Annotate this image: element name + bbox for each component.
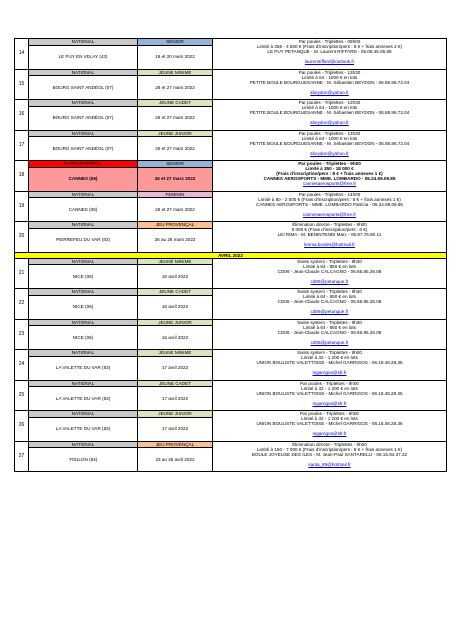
contact-email-link[interactable]: sbeydon@yahoo.fr <box>310 120 349 126</box>
detail-line: Par poules - Triplettes - 14h00 <box>298 191 361 197</box>
event-category: JEUNE MINIME <box>138 69 213 76</box>
event-details <box>213 161 447 192</box>
event-details <box>213 289 447 320</box>
event-category: JEUNE JUNIOR <box>138 411 213 418</box>
detail-line: BOULE JOYEUSE DES ILES - M. Jean-Paul SANTARELLI - 06.15.94.37.22 <box>251 451 408 457</box>
detail-line: Limité à 64 - 850 € en lots <box>303 294 356 300</box>
detail-line: Limité à 64 - 850 € en lots <box>303 324 356 330</box>
event-number: 15 <box>15 69 29 100</box>
event-details <box>213 350 447 381</box>
event-level: NATIONAL <box>29 258 138 265</box>
detail-line: Par poules - Triplettes - 13h30 <box>298 100 361 105</box>
detail-line: Limité à 64 - 1000 € en lots <box>301 74 358 80</box>
event-header-row <box>15 39 447 46</box>
contact-email-link[interactable]: cd06@petanque.fr <box>310 278 349 284</box>
detail-line: Limité à 64 - 850 € en lots <box>303 263 356 269</box>
detail-line: CANNES AEROSPORTS - MME. LOMBARDO - 06.24.69.09.85 <box>263 176 396 182</box>
event-category: JEU PROVENÇAL <box>138 222 213 229</box>
detail-line: Limité à 150 - 7 000 € (Frais d'inscription/pers : 8 € + frais annexes 1 €) <box>256 446 402 452</box>
event-category: SENIOR <box>138 161 213 168</box>
events-table-body <box>15 39 447 472</box>
contact-email-link[interactable]: sbeydon@yahoo.fr <box>310 150 349 156</box>
event-category: JEUNE JUNIOR <box>138 130 213 137</box>
event-details <box>213 100 447 131</box>
detail-line: CD06 - Jean-Claude CALCAGNO - 06.66.85.26.08 <box>277 329 382 335</box>
event-location: NICE (06) <box>29 326 138 350</box>
contact-email-link[interactable]: cannesaerosports@free.fr <box>302 211 357 217</box>
detail-line: (Frais d'inscription/pers : 8 € + frais annexes 1 €) <box>276 171 383 177</box>
contact-email-link[interactable]: mgarrigos@sfr.fr <box>312 431 347 437</box>
event-dates: 17 avril 2022 <box>138 417 213 441</box>
event-header-row <box>15 161 447 168</box>
event-category: SENIOR <box>138 39 213 46</box>
event-level: NATIONAL <box>29 39 138 46</box>
event-location: TOULON (83) <box>29 448 138 472</box>
detail-line: LEI RIMA - M. BENINTENDI Marc - 06.87.76.80.11 <box>277 232 382 238</box>
event-location: LA VALETTE DU VAR (83) <box>29 387 138 411</box>
event-location: NICE (06) <box>29 295 138 319</box>
contact-email-link[interactable]: santa_89@hotmail.fr <box>308 461 351 467</box>
event-level: NATIONAL <box>29 350 138 357</box>
detail-line: Swiss system - Triplettes - 9h30 <box>297 319 362 325</box>
event-location: LA VALETTE DU VAR (83) <box>29 356 138 380</box>
detail-line: Swiss system - Triplettes - 9h30 <box>297 289 362 294</box>
event-number: 17 <box>15 130 29 161</box>
detail-line: 8 000 € (Frais d'inscription/pers : 6 €) <box>291 227 368 233</box>
event-dates: 19 et 20 mars 2022 <box>138 45 213 69</box>
event-details <box>213 222 447 253</box>
event-category: JEUNE MINIME <box>138 258 213 265</box>
event-details <box>213 380 447 411</box>
event-number: 25 <box>15 380 29 411</box>
event-details <box>213 319 447 350</box>
event-dates: 23 au 25 avril 2022 <box>138 448 213 472</box>
event-header-row <box>15 441 447 448</box>
detail-line: Swiss system - Triplettes - 9h30 <box>297 258 362 264</box>
event-dates: 16 avril 2022 <box>138 295 213 319</box>
event-level: NATIONAL <box>29 69 138 76</box>
detail-line: CANNES AEROSPORTS - MME. LOMBARDO Patricia - 06.24.69.09.85 <box>256 201 403 207</box>
event-number: 16 <box>15 100 29 131</box>
detail-line: Limité à 350 - 18 000 € <box>305 166 354 172</box>
event-header-row <box>15 191 447 198</box>
event-header-row <box>15 69 447 76</box>
event-level: NATIONAL <box>29 100 138 107</box>
detail-line: UNION BOULISTE VALETTOISE - Michel GARRIGOS - 06.18.48.28.36 <box>256 421 403 427</box>
detail-line: Limité à 64 - 1000 € en lots <box>301 135 358 141</box>
event-location: BOURG SAINT ANDÉOL (07) <box>29 76 138 100</box>
event-details <box>213 69 447 100</box>
event-dates: 16 avril 2022 <box>138 326 213 350</box>
event-number: 20 <box>15 222 29 253</box>
event-header-row <box>15 222 447 229</box>
event-location: NICE (06) <box>29 265 138 289</box>
event-dates: 26 et 27 mars 2022 <box>138 76 213 100</box>
detail-line: Swiss system - Triplettes - 9h00 <box>297 350 362 355</box>
detail-line: UNION BOULISTE VALETTOISE - Michel GARRIGOS - 06.18.48.28.36 <box>256 360 403 366</box>
detail-line: Limité à 80 - 2 500 € (Frais d'inscription/pers : 5 € + frais annexes 1 €) <box>258 196 401 202</box>
event-number: 23 <box>15 319 29 350</box>
contact-email-link[interactable]: mgarrigos@sfr.fr <box>312 370 347 376</box>
event-header-row <box>15 130 447 137</box>
event-level: NATIONAL <box>29 289 138 296</box>
event-location: CANNES (06) <box>29 167 138 191</box>
detail-line: Par poules - Triplettes - 9h00 <box>300 411 359 416</box>
contact-email-link[interactable]: cannesaerosports@free.fr <box>302 181 357 187</box>
event-category: JEU PROVENÇAL <box>138 441 213 448</box>
detail-line: PETITE BOULE BOURGUESANNE - M. Sébastien BEYDON - 06.88.86.72.04 <box>249 79 410 85</box>
detail-line: Par poules - Triplettes - 9h00 <box>300 380 359 386</box>
event-number: 14 <box>15 39 29 70</box>
detail-line: Élimination directe - Triplettes - 9h00 <box>292 441 367 447</box>
events-table <box>14 38 447 472</box>
event-dates: 16 avril 2022 <box>138 265 213 289</box>
event-location: LE PUY EN VELAY (43) <box>29 45 138 69</box>
event-dates: 17 avril 2022 <box>138 356 213 380</box>
event-number: 21 <box>15 258 29 289</box>
event-number: 26 <box>15 411 29 442</box>
event-category: JEUNE MINIME <box>138 350 213 357</box>
event-location: BOURG SAINT ANDÉOL (07) <box>29 137 138 161</box>
event-details <box>213 441 447 472</box>
event-level: NATIONAL <box>29 380 138 387</box>
contact-email-link[interactable]: sbeydon@yahoo.fr <box>310 89 349 95</box>
event-header-row <box>15 319 447 326</box>
event-level: NATIONAL <box>29 319 138 326</box>
event-header-row <box>15 411 447 418</box>
event-category: JEUNE CADET <box>138 100 213 107</box>
event-dates: 17 avril 2022 <box>138 387 213 411</box>
detail-line: PETITE BOULE BOURGUESANNE - M. Sébastien BEYDON - 06.88.86.72.04 <box>249 140 410 146</box>
contact-email-link[interactable]: cd06@petanque.fr <box>310 309 349 315</box>
contact-email-link[interactable]: lerima.boules@hotmail.fr <box>304 242 355 248</box>
detail-line: LE PUY PETANQUE - M. Laurent RIFFARD - 06.08.45.65.68 <box>267 49 392 55</box>
event-dates: 26 et 27 mars 2022 <box>138 137 213 161</box>
event-category: JEUNE CADET <box>138 289 213 296</box>
month-label: AVRIL 2022 <box>15 252 447 258</box>
event-level: NATIONAL <box>29 191 138 198</box>
detail-line: CD06 - Jean-Claude CALCAGNO - 06.66.85.26.08 <box>277 299 382 305</box>
event-category: JEUNE CADET <box>138 380 213 387</box>
event-level: NATIONAL <box>29 411 138 418</box>
detail-line: Par poules - Triplettes - 13h30 <box>298 69 361 75</box>
contact-email-link[interactable]: cd06@petanque.fr <box>310 339 349 345</box>
event-header-row <box>15 258 447 265</box>
event-location: BOURG SAINT ANDÉOL (07) <box>29 106 138 130</box>
event-dates: 26 et 27 mars 2022 <box>138 167 213 191</box>
detail-line: Par poules - Triplettes - 09h00 <box>298 39 361 44</box>
detail-line: Limité à 32 - 1 200 € en lots <box>301 416 358 422</box>
event-number: 18 <box>15 161 29 192</box>
detail-line: PETITE BOULE BOURGUESANNE - M. Sébastien BEYDON - 06.88.86.72.04 <box>249 110 410 116</box>
detail-line: Par poules - Triplettes - 9h00 <box>298 161 361 166</box>
event-details <box>213 258 447 289</box>
event-number: 19 <box>15 191 29 222</box>
detail-line: Limité à 64 - 1000 € en lots <box>301 105 358 111</box>
event-header-row <box>15 350 447 357</box>
event-level: SUPRANATIONAL <box>29 161 138 168</box>
event-header-row <box>15 380 447 387</box>
event-header-row <box>15 100 447 107</box>
event-dates: 26 et 27 mars 2022 <box>138 106 213 130</box>
event-location: LA VALETTE DU VAR (83) <box>29 417 138 441</box>
event-details <box>213 411 447 442</box>
event-category: FEMININ <box>138 191 213 198</box>
detail-line: Élimination directe - Triplettes - 9h00 <box>292 222 367 227</box>
event-details <box>213 39 447 70</box>
event-number: 27 <box>15 441 29 472</box>
event-category: JEUNE JUNIOR <box>138 319 213 326</box>
event-details <box>213 130 447 161</box>
event-level: NATIONAL <box>29 441 138 448</box>
event-location: CANNES (06) <box>29 198 138 222</box>
event-number: 24 <box>15 350 29 381</box>
detail-line: CD06 - Jean-Claude CALCAGNO - 06.66.85.26.08 <box>277 268 382 274</box>
contact-email-link[interactable]: mgarrigos@sfr.fr <box>312 400 347 406</box>
event-dates: 26 au 28 mars 2022 <box>138 228 213 252</box>
detail-line: UNION BOULISTE VALETTOISE - Michel GARRIGOS - 06.18.48.28.36 <box>256 390 403 396</box>
event-dates: 26 et 27 mars 2022 <box>138 198 213 222</box>
event-level: NATIONAL <box>29 130 138 137</box>
contact-email-link[interactable]: laurentriffard@outlook.fr <box>304 59 355 65</box>
event-number: 22 <box>15 289 29 320</box>
event-location: PIERREFEU DU VAR (83) <box>29 228 138 252</box>
event-details <box>213 191 447 222</box>
detail-line: Limité à 256 - 4 500 € (Frais d'inscription/pers : 8 € + frais annexes 2 €) <box>256 44 402 50</box>
event-header-row <box>15 289 447 296</box>
detail-line: Par poules - Triplettes - 13h30 <box>298 130 361 136</box>
event-level: NATIONAL <box>29 222 138 229</box>
detail-line: Limité à 32 - 1 200 € en lots <box>301 385 358 391</box>
detail-line: Limité à 32 - 1 200 € en lots <box>301 355 358 361</box>
